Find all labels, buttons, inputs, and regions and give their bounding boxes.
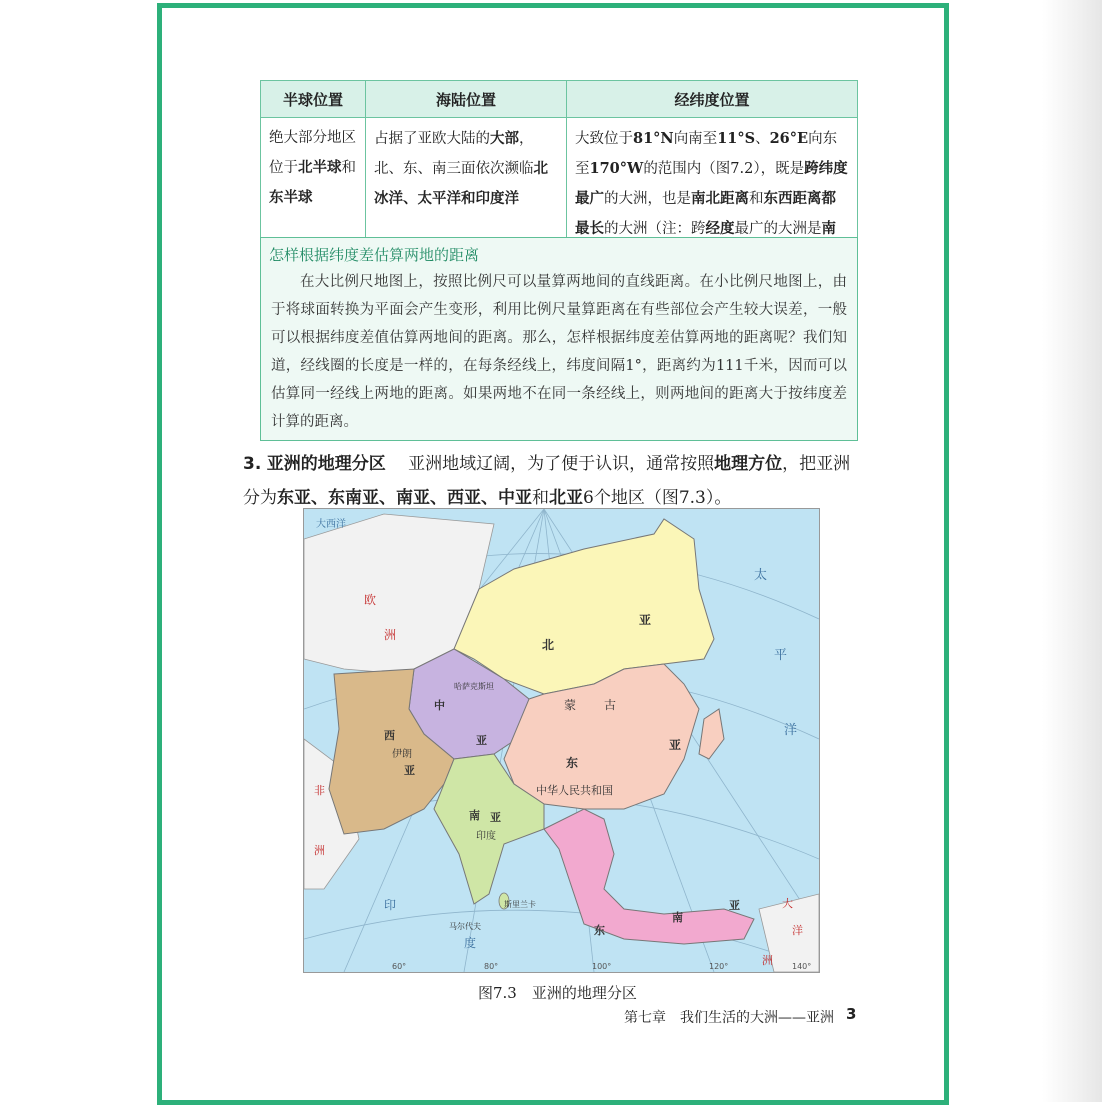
cell-text: 和	[341, 160, 356, 176]
map-label-mongolia-2: 古	[604, 698, 617, 712]
section-text: 6个地区（图7.3）。	[583, 488, 732, 508]
map-label-west: 西	[384, 729, 395, 742]
cell-text: 的范围内（图7.2），既是	[643, 161, 805, 177]
map-label-southeast-1: 东	[594, 924, 605, 937]
tip-body: 在大比例尺地图上，按照比例尺可以量算两地间的直线距离。在小比例尺地图上，由于将球面转换为平面会产生变形，利用比例尺量算距离在有些部位会产生较大误差，一般可以根据纬度差值估算两地间的距离。那么，怎样根据纬度差估算两地的距离呢？我们知道，经线圈的长度是一样的，在每条经线上，纬度间隔1°，距离约为111千米，因而可以估算同一经线上两地的距离。如果两地不在同一条经线上，则两地间的距离大于按纬度差计算的距离。	[271, 274, 847, 430]
cell-text: 绝大部分地区位于	[269, 130, 356, 176]
map-label-europe-1: 欧	[364, 593, 377, 607]
section-bold: 地理方位	[714, 454, 783, 474]
cell-text: 向东至	[575, 131, 838, 177]
cell-text: 大致位于	[575, 131, 633, 147]
section-text: ，把亚洲分为	[243, 454, 851, 508]
cell-bold: 81°N	[633, 130, 674, 147]
cell-text: 的大洲（注：跨	[604, 221, 706, 237]
map-label-africa-2: 洲	[314, 844, 325, 857]
section-bold: 东亚、东南亚、南亚、西亚、中亚	[277, 488, 532, 508]
map-label-europe-2: 洲	[384, 628, 397, 642]
map-label-central-asia: 亚	[476, 734, 487, 747]
map-label-china: 中华人民共和国	[536, 784, 613, 797]
map-label-indian-ocean-1: 印	[384, 898, 397, 912]
cell-bold: 11°S	[717, 130, 756, 147]
map-svg	[304, 509, 819, 972]
cell-text: 向南至	[673, 131, 718, 147]
map-label-lon120: 120°	[709, 962, 729, 971]
map-label-indian-ocean-2: 度	[464, 936, 477, 950]
map-label-lon60: 60°	[392, 962, 407, 971]
map-label-lon100: 100°	[592, 962, 612, 971]
map-label-kazakhstan: 哈萨克斯坦	[454, 682, 494, 691]
map-label-east: 东	[566, 756, 579, 770]
cell-bold: 南	[821, 220, 836, 237]
table-header: 海陆位置	[366, 81, 567, 118]
cell-text: 和	[749, 191, 764, 207]
cell-text: 最广的大洲是	[734, 221, 822, 237]
cell-text: 占据了亚欧大陆的	[374, 131, 490, 147]
section-text: 亚洲地域辽阔，为了便于认识，通常按照	[408, 454, 715, 474]
cell-text: 的大洲，也是	[604, 191, 691, 207]
cell-bold: 170°W	[589, 160, 644, 177]
section-number: 3.	[243, 454, 262, 474]
map-label-north: 北	[542, 638, 555, 652]
map-label-iran: 伊朗	[392, 749, 412, 760]
cell-text: 、	[755, 131, 770, 147]
map-label-srilanka: 斯里兰卡	[504, 900, 536, 909]
asia-regions-map	[303, 508, 820, 973]
page-number: 3	[846, 1005, 857, 1023]
section-text: 和	[532, 488, 549, 508]
map-label-maldives: 马尔代夫	[449, 922, 481, 931]
cell-bold: 东半球	[269, 189, 313, 206]
figure-caption: 图7.3 亚洲的地理分区	[478, 984, 637, 1002]
map-label-asia: 亚	[639, 613, 652, 627]
map-label-central: 中	[434, 699, 445, 712]
map-label-oceania-2: 洋	[792, 924, 803, 937]
map-label-oceania-1: 大	[782, 897, 793, 910]
map-label-lon140: 140°	[792, 962, 812, 971]
map-label-east-asia: 亚	[669, 738, 682, 752]
map-label-india: 印度	[476, 831, 496, 842]
map-label-africa-1: 非	[314, 784, 325, 797]
cell-bold: 大部	[490, 130, 519, 147]
map-label-southeast-2: 南	[672, 911, 683, 924]
cell-bold: 26°E	[769, 130, 809, 147]
tip-title: 怎样根据纬度差估算两地的距离	[269, 246, 480, 264]
chapter-footer: 第七章 我们生活的大洲——亚洲	[624, 1010, 834, 1026]
cell-bold: 跨纬度最广	[575, 160, 848, 207]
map-label-pacific-3: 洋	[784, 723, 798, 738]
cell-bold: 北半球	[298, 159, 342, 176]
map-label-south: 南	[469, 809, 480, 822]
section-bold: 北亚	[549, 488, 583, 508]
tip-box	[260, 237, 858, 441]
section-heading: 亚洲的地理分区	[266, 454, 386, 474]
cell-text: ，北、东、南三面依次濒临	[374, 131, 534, 177]
map-label-west-asia: 亚	[404, 764, 415, 777]
map-label-atlantic: 大西洋	[316, 519, 346, 530]
table-header: 经纬度位置	[567, 81, 858, 118]
map-label-pacific-2: 平	[774, 648, 788, 663]
cell-bold: 北冰洋、太平洋和印度洋	[374, 160, 548, 207]
table-header: 半球位置	[261, 81, 366, 118]
table-header-row	[261, 81, 858, 118]
cell-bold: 东西距离都最长	[575, 190, 836, 237]
map-label-south-asia: 亚	[490, 811, 501, 824]
map-label-mongolia-1: 蒙	[564, 698, 577, 712]
map-label-pacific-1: 太	[754, 568, 768, 583]
section-paragraph	[243, 447, 863, 515]
map-label-oceania-3: 洲	[762, 954, 773, 967]
map-label-southeast-3: 亚	[729, 899, 740, 912]
map-label-lon80: 80°	[484, 962, 499, 971]
cell-bold: 南北距离	[691, 190, 749, 207]
cell-bold: 经度	[705, 220, 735, 237]
page-edge-shadow	[1042, 0, 1102, 1102]
